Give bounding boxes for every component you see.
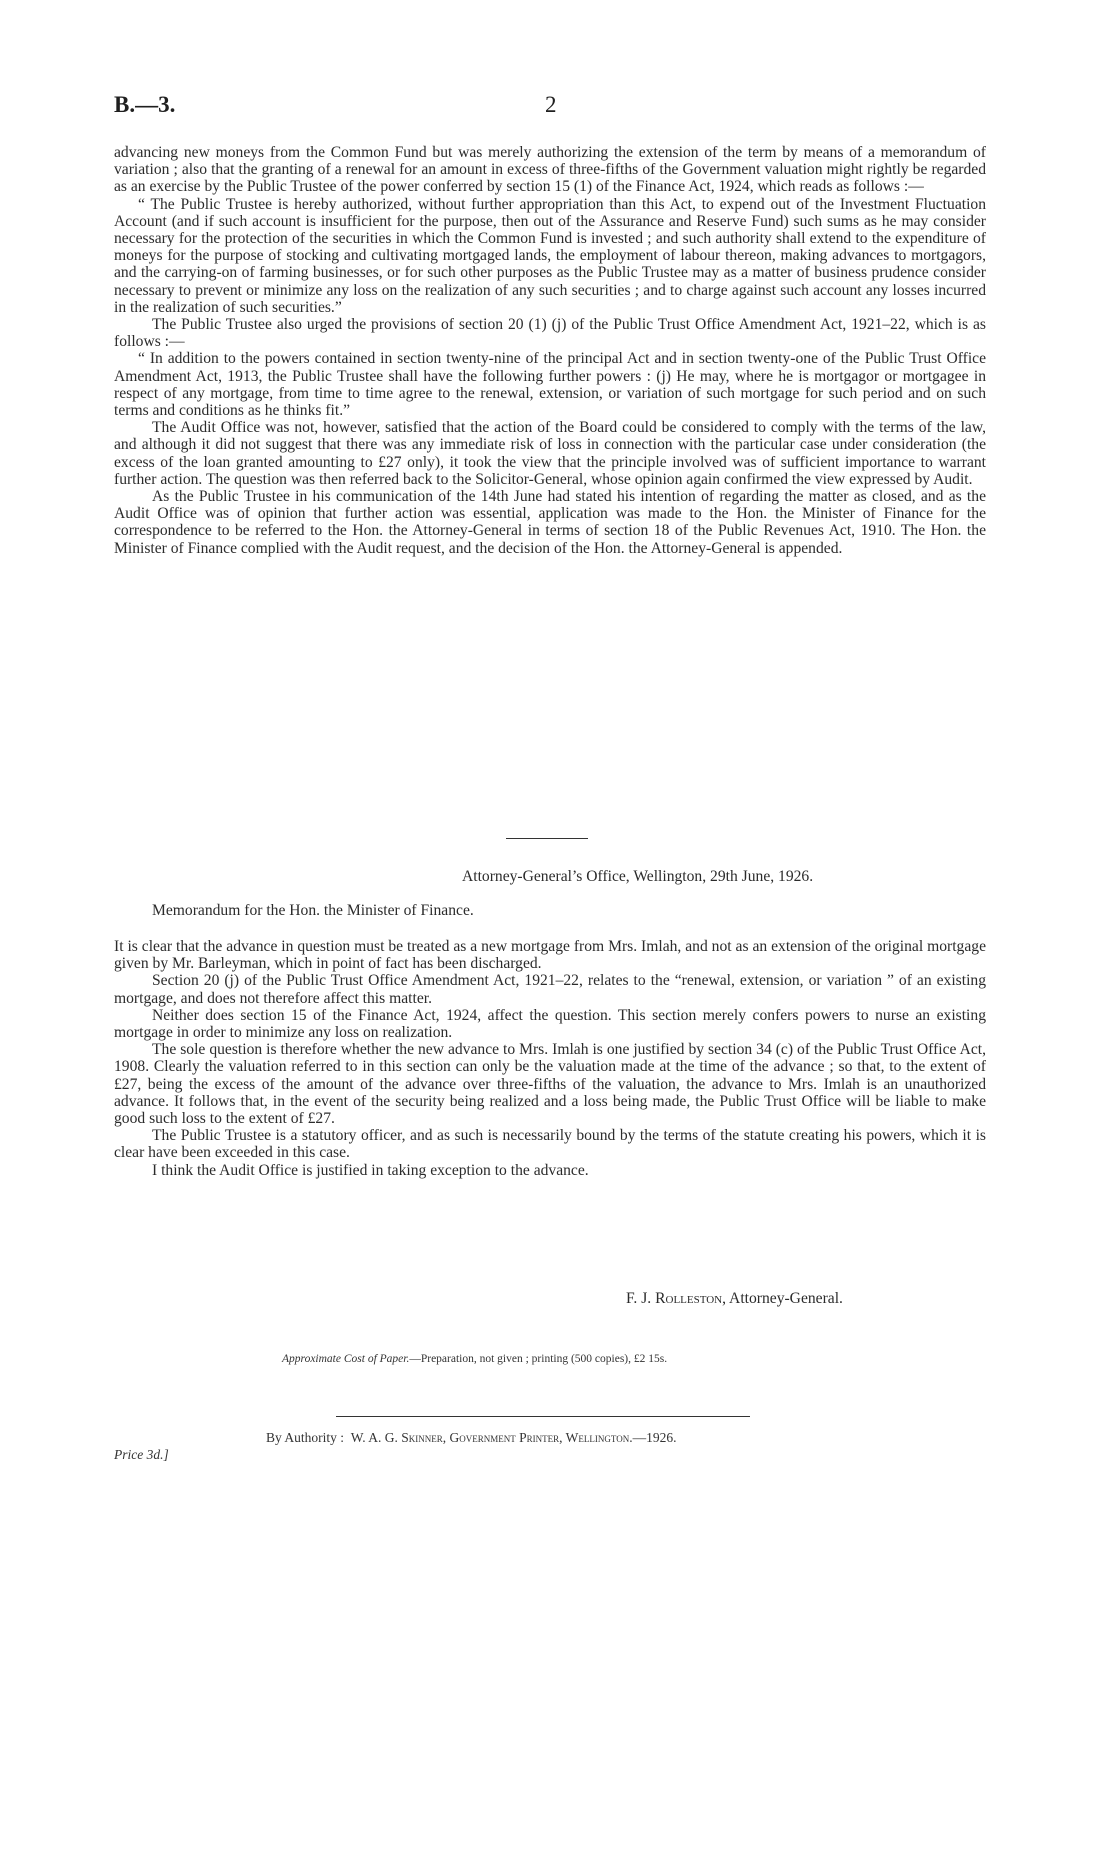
paragraph: I think the Audit Office is justified in taking exception to the advance.: [152, 1161, 589, 1179]
signature-title: , Attorney-General.: [722, 1290, 843, 1307]
memo-dateline: Attorney-General’s Office, Wellington, 29th June, 1926.: [462, 868, 814, 885]
price-label: Price 3d.]: [114, 1447, 169, 1462]
paragraph: The Audit Office was not, however, satisfied that the action of the Board could be considered to comply with the terms of the law, and although it did not suggest that there was any immediate risk of loss in connection with the particular case under consideration (the excess of the loan granted amounting to £27 only), it took the view that the principle involved was of sufficient importance to warrant further action. The question was then referred back to the Solicitor-General, whose opinion again confirmed the view expressed by Audit.: [114, 419, 986, 488]
memo-salutation: Memorandum for the Hon. the Minister of Finance.: [152, 902, 474, 919]
paragraph: advancing new moneys from the Common Fund but was merely authorizing the extension of the term by means of a memorandum of variation ; also that the granting of a renewal for an amount in excess of three-fifths of the Government valuation might rightly be regarded as an exercise by the Public Trustee of the power conferred by section 15 (1) of the Finance Act, 1924, which reads as follows :—: [114, 144, 986, 196]
paragraph: The Public Trustee is a statutory officer, and as such is necessarily bound by the terms of the statute creating his powers, which it is clear have been exceeded in this case.: [114, 1127, 986, 1162]
section-divider: [506, 838, 588, 839]
paragraph: Section 20 (j) of the Public Trust Office Amendment Act, 1921–22, relates to the “renewal, extension, or variation ” of an existing mortgage, and does not therefore affect this matter.: [114, 972, 986, 1007]
quotation: “ The Public Trustee is hereby authorized, without further appropriation than this Act, to expend out of the Investment Fluctuation Account (and if such account is insufficient for the purpose, then out of the Assurance and Reserve Fund) such sums as he may consider necessary for the protection of the securities in which the Common Fund is invested ; and such authority shall extend to the expenditure of moneys for the purpose of stocking and cultivating mortgaged lands, the employment of labour thereon, making advances to mortgagors, and the carrying-on of farming businesses, or for such other purposes as the Public Trustee may as a matter of business prudence consider necessary to prevent or minimize any loss on the realization of any such securities ; and to charge against such account any losses incurred in the realization of such securities.”: [114, 195, 986, 316]
paragraph: Neither does section 15 of the Finance Act, 1924, affect the question. This section merely confers powers to nurse an existing mortgage in order to minimize any loss on realization.: [114, 1006, 986, 1042]
signature-name: Rolleston: [655, 1290, 723, 1307]
authority-text: W. A. G. Skinner, Government Printer, Wellington.—1926.: [350, 1430, 677, 1445]
signature-initials: F. J.: [626, 1290, 652, 1307]
cost-label: Approximate Cost of Paper.: [282, 1353, 410, 1365]
paragraph: As the Public Trustee in his communication of the 14th June had stated his intention of regarding the matter as closed, and as the Audit Office was of opinion that further action was essential, application was made to the Hon. the Minister of Finance for the correspondence to be referred to the Hon. the Attorney-General in terms of section 18 of the Public Revenues Act, 1910. The Hon. the Minister of Finance complied with the Audit request, and the decision of the Hon. the Attorney-General is appended.: [114, 488, 986, 557]
printing-cost-note: [282, 1353, 667, 1365]
paragraph: The Public Trustee also urged the provisions of section 20 (1) (j) of the Public Trust Office Amendment Act, 1921–22, which is as follows :—: [114, 316, 986, 351]
paragraph: The sole question is therefore whether the new advance to Mrs. Imlah is one justified by section 34 (c) of the Public Trust Office Act, 1908. Clearly the valuation referred to in this section can only be the valuation made at the time of the advance ; so that, to the extent of £27, being the excess of the amount of the advance over three-fifths of the valuation, the advance to Mrs. Imlah is an unauthorized advance. It follows that, in the event of the security being realized and a loss being made, the Public Trust Office will be liable to make good such loss to the extent of £27.: [114, 1041, 986, 1128]
authority-prefix: By Authority :: [266, 1430, 345, 1445]
report-body: [114, 144, 986, 557]
footer-divider: [336, 1416, 750, 1417]
quotation: “ In addition to the powers contained in section twenty-nine of the principal Act and in section twenty-one of the Public Trust Office Amendment Act, 1913, the Public Trustee shall have the following further powers : (j) He may, where he is mortgagor or mortgagee in respect of any mortgage, from time to time agree to the renewal, extension, or variation of such mortgage for such period and on such terms and conditions as he thinks fit.”: [114, 350, 986, 420]
document-reference: B.—3.: [114, 92, 176, 117]
memo-body: [114, 938, 986, 1179]
cost-text: —Preparation, not given ; printing (500 copies), £2 15s.: [409, 1353, 668, 1365]
paragraph: It is clear that the advance in question must be treated as a new mortgage from Mrs. Imlah, and not as an extension of the original mortgage given by Mr. Barleyman, which in point of fact has been discharged.: [114, 938, 986, 973]
signature: [626, 1290, 843, 1308]
printer-authority: [266, 1430, 676, 1446]
page-number: 2: [545, 92, 557, 117]
